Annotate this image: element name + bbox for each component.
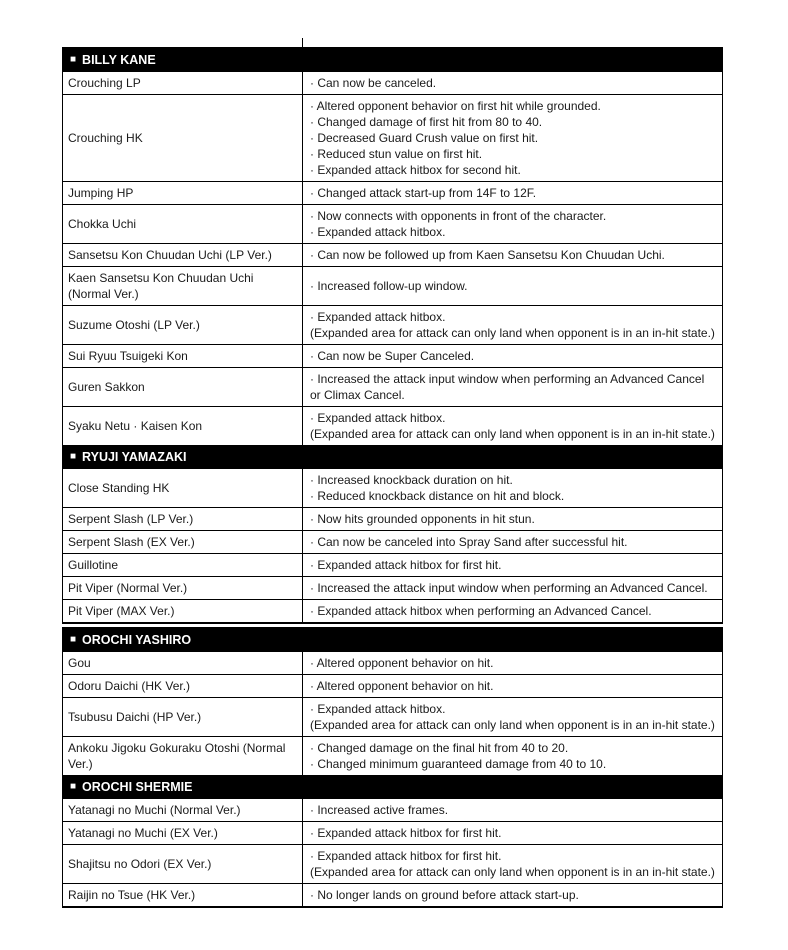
change-list-cell — [303, 799, 722, 821]
table-row — [63, 305, 722, 344]
character-name: OROCHI SHERMIE — [82, 780, 193, 794]
character-header — [63, 48, 722, 72]
table-row — [63, 344, 722, 367]
change-list-cell — [303, 469, 722, 507]
table-row — [63, 736, 722, 775]
move-name-cell: Serpent Slash (EX Ver.) — [63, 531, 303, 553]
change-list-cell — [303, 244, 722, 266]
character-name: BILLY KANE — [82, 53, 156, 67]
move-name-cell: Close Standing HK — [63, 469, 303, 507]
table-row — [63, 821, 722, 844]
change-line: (Expanded area for attack can only land when opponent is in an in-hit state.) — [310, 865, 715, 879]
move-name-cell: Suzume Otoshi (LP Ver.) — [63, 306, 303, 344]
table-row — [63, 576, 722, 599]
change-line: (Expanded area for attack can only land when opponent is in an in-hit state.) — [310, 427, 715, 441]
table-row — [63, 367, 722, 406]
move-name-cell: Ankoku Jigoku Gokuraku Otoshi (Normal Ver.) — [63, 737, 303, 775]
change-list-cell — [303, 531, 722, 553]
move-name-cell: Guillotine — [63, 554, 303, 576]
change-line: · Altered opponent behavior on hit. — [310, 679, 494, 693]
move-name-cell: Raijin no Tsue (HK Ver.) — [63, 884, 303, 906]
table-row — [63, 530, 722, 553]
move-name-cell: Guren Sakkon — [63, 368, 303, 406]
table-row — [63, 243, 722, 266]
character-section — [63, 628, 722, 775]
table-row — [63, 652, 722, 674]
table-row — [63, 844, 722, 883]
table-row — [63, 507, 722, 530]
change-line: · Expanded attack hitbox for first hit. — [310, 826, 502, 840]
change-line: · Reduced knockback distance on hit and block. — [310, 489, 565, 503]
square-bullet-icon: ■ — [70, 451, 77, 462]
move-name-cell: Sui Ryuu Tsuigeki Kon — [63, 345, 303, 367]
change-line: · Increased follow-up window. — [310, 279, 468, 293]
change-line: · Can now be canceled into Spray Sand after successful hit. — [310, 535, 628, 549]
change-line: · Expanded attack hitbox for first hit. — [310, 558, 502, 572]
table-row — [63, 204, 722, 243]
move-name-cell: Serpent Slash (LP Ver.) — [63, 508, 303, 530]
character-header — [63, 628, 722, 652]
change-list-cell — [303, 182, 722, 204]
move-name-cell: Yatanagi no Muchi (EX Ver.) — [63, 822, 303, 844]
change-list-cell — [303, 675, 722, 697]
change-list-cell — [303, 508, 722, 530]
table-row — [63, 406, 722, 445]
change-line: · Decreased Guard Crush value on first hit. — [310, 131, 539, 145]
move-name-cell: Tsubusu Daichi (HP Ver.) — [63, 698, 303, 736]
move-name-cell: Crouching LP — [63, 72, 303, 94]
character-name: RYUJI YAMAZAKI — [82, 450, 187, 464]
change-line: · Expanded attack hitbox for first hit. — [310, 849, 502, 863]
move-name-cell: Odoru Daichi (HK Ver.) — [63, 675, 303, 697]
move-name-cell: Pit Viper (Normal Ver.) — [63, 577, 303, 599]
change-list-cell — [303, 95, 722, 181]
change-line: · Increased knockback duration on hit. — [310, 473, 513, 487]
change-line: · Expanded attack hitbox. — [310, 310, 446, 324]
change-list-cell — [303, 306, 722, 344]
character-section — [63, 445, 722, 622]
change-line: · Changed damage on the final hit from 40 to 20. — [310, 741, 569, 755]
change-line: · Expanded attack hitbox. — [310, 225, 446, 239]
change-list-cell — [303, 698, 722, 736]
move-name-cell: Kaen Sansetsu Kon Chuudan Uchi (Normal Ver.) — [63, 267, 303, 305]
character-header — [63, 775, 722, 799]
table-row — [63, 674, 722, 697]
change-list-cell — [303, 407, 722, 445]
square-bullet-icon: ■ — [70, 54, 77, 65]
change-line: · Can now be Super Canceled. — [310, 349, 475, 363]
table-block — [62, 47, 723, 624]
move-name-cell: Gou — [63, 652, 303, 674]
move-name-cell: Jumping HP — [63, 182, 303, 204]
character-section — [63, 48, 722, 445]
change-list-cell — [303, 652, 722, 674]
change-line: · Altered opponent behavior on hit. — [310, 656, 494, 670]
move-name-cell: Syaku Netu · Kaisen Kon — [63, 407, 303, 445]
change-line: · Expanded attack hitbox for second hit. — [310, 163, 521, 177]
square-bullet-icon: ■ — [70, 781, 77, 792]
change-list-cell — [303, 845, 722, 883]
table-block — [62, 627, 723, 908]
balance-change-table — [62, 47, 723, 908]
change-line: · Can now be followed up from Kaen Sansetsu Kon Chuudan Uchi. — [310, 248, 665, 262]
change-list-cell — [303, 345, 722, 367]
move-name-cell: Crouching HK — [63, 95, 303, 181]
change-line: · Increased the attack input window when performing an Advanced Cancel or Climax Cancel. — [310, 372, 705, 402]
change-line: · Changed minimum guaranteed damage from 40 to 10. — [310, 757, 607, 771]
change-line: (Expanded area for attack can only land when opponent is in an in-hit state.) — [310, 326, 715, 340]
table-row — [63, 94, 722, 181]
table-row — [63, 599, 722, 622]
change-line: · Expanded attack hitbox. — [310, 411, 446, 425]
change-line: · Altered opponent behavior on first hit while grounded. — [310, 99, 601, 113]
change-list-cell — [303, 822, 722, 844]
column-divider-tick — [302, 38, 303, 47]
change-list-cell — [303, 577, 722, 599]
table-row — [63, 883, 722, 906]
move-name-cell: Yatanagi no Muchi (Normal Ver.) — [63, 799, 303, 821]
move-name-cell: Pit Viper (MAX Ver.) — [63, 600, 303, 622]
change-list-cell — [303, 554, 722, 576]
move-name-cell: Shajitsu no Odori (EX Ver.) — [63, 845, 303, 883]
table-row — [63, 181, 722, 204]
change-line: · Now connects with opponents in front of the character. — [310, 209, 607, 223]
change-line: · Expanded attack hitbox when performing an Advanced Cancel. — [310, 604, 652, 618]
change-list-cell — [303, 72, 722, 94]
change-line: · Changed damage of first hit from 80 to 40. — [310, 115, 543, 129]
table-row — [63, 553, 722, 576]
change-line: · Changed attack start-up from 14F to 12F. — [310, 186, 537, 200]
change-line: · Now hits grounded opponents in hit stun. — [310, 512, 535, 526]
change-line: · No longer lands on ground before attack start-up. — [310, 888, 579, 902]
change-line: · Increased active frames. — [310, 803, 449, 817]
change-list-cell — [303, 205, 722, 243]
move-name-cell: Sansetsu Kon Chuudan Uchi (LP Ver.) — [63, 244, 303, 266]
change-list-cell — [303, 884, 722, 906]
table-row — [63, 72, 722, 94]
table-row — [63, 697, 722, 736]
character-section — [63, 775, 722, 906]
square-bullet-icon: ■ — [70, 634, 77, 645]
change-list-cell — [303, 368, 722, 406]
change-line: (Expanded area for attack can only land when opponent is in an in-hit state.) — [310, 718, 715, 732]
table-row — [63, 469, 722, 507]
change-list-cell — [303, 600, 722, 622]
change-line: · Expanded attack hitbox. — [310, 702, 446, 716]
change-line: · Can now be canceled. — [310, 76, 437, 90]
change-list-cell — [303, 737, 722, 775]
character-name: OROCHI YASHIRO — [82, 633, 192, 647]
change-line: · Increased the attack input window when performing an Advanced Cancel. — [310, 581, 708, 595]
change-list-cell — [303, 267, 722, 305]
table-row — [63, 799, 722, 821]
character-header — [63, 445, 722, 469]
move-name-cell: Chokka Uchi — [63, 205, 303, 243]
change-line: · Reduced stun value on first hit. — [310, 147, 483, 161]
table-row — [63, 266, 722, 305]
